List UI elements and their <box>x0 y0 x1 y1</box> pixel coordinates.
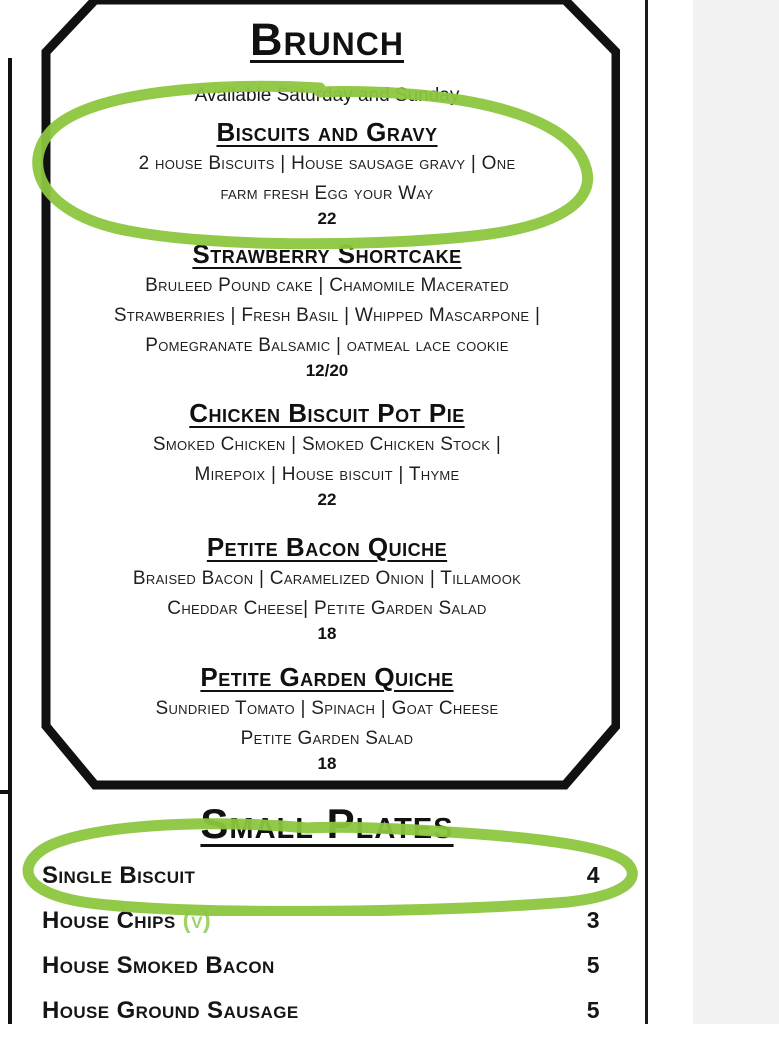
item-description-line: 2 house Biscuits | House sausage gravy | One <box>138 152 516 174</box>
list-item <box>42 997 622 1042</box>
list-item <box>42 907 622 952</box>
menu-sheet <box>12 0 642 1024</box>
menu-item-chicken-biscuit-pot-pie <box>12 399 642 510</box>
item-price: 22 <box>317 208 337 228</box>
small-plate-price: 4 <box>586 862 600 888</box>
item-description-line: Cheddar Cheese| Petite Garden Salad <box>167 597 487 619</box>
small-plate-label <box>42 907 211 935</box>
item-description-line: Sundried Tomato | Spinach | Goat Cheese <box>155 697 499 719</box>
small-plate-label-text: House Chips <box>42 907 176 934</box>
small-plates-list <box>42 862 622 1042</box>
section-title-small-plates: Small Plates <box>200 800 454 847</box>
availability-note: Available Saturday and Sunday <box>194 85 460 106</box>
left-border-tick <box>0 790 9 794</box>
item-description-line: Petite Garden Salad <box>240 727 414 749</box>
item-description-line: Bruleed Pound cake | Chamomile Macerated <box>145 274 509 296</box>
menu-item-petite-bacon-quiche <box>12 533 642 644</box>
item-name: Strawberry Shortcake <box>192 239 462 269</box>
item-price: 12/20 <box>305 360 349 380</box>
page-title: Brunch <box>249 14 405 65</box>
menu-item-strawberry-shortcake <box>12 240 642 381</box>
page-background-gutter <box>693 0 779 1024</box>
menu-item-petite-garden-quiche <box>12 663 642 774</box>
list-item <box>42 952 622 997</box>
item-description-line: Strawberries | Fresh Basil | Whipped Mascarpone | <box>113 304 541 326</box>
item-name: Petite Garden Quiche <box>200 662 454 692</box>
item-description-line: Smoked Chicken | Smoked Chicken Stock | <box>152 433 502 455</box>
item-name: Petite Bacon Quiche <box>206 532 448 562</box>
vegetarian-marker: (v) <box>182 907 212 934</box>
small-plate-price: 3 <box>586 907 600 933</box>
list-item <box>42 862 622 907</box>
small-plate-price: 5 <box>586 997 600 1023</box>
small-plate-label: House Smoked Bacon <box>42 952 275 979</box>
small-plate-label: House Ground Sausage <box>42 997 299 1024</box>
item-description-line: Braised Bacon | Caramelized Onion | Tillamook <box>132 567 522 589</box>
item-description-line: Mirepoix | House biscuit | Thyme <box>194 463 460 485</box>
item-description-line: Pomegranate Balsamic | oatmeal lace cookie <box>145 334 509 356</box>
item-name: Biscuits and Gravy <box>216 117 438 147</box>
item-price: 18 <box>317 623 337 643</box>
small-plate-label: Single Biscuit <box>42 862 196 889</box>
menu-item-biscuits-and-gravy <box>12 118 642 229</box>
item-price: 18 <box>317 753 337 773</box>
small-plate-price: 5 <box>586 952 600 978</box>
item-name: Chicken Biscuit Pot Pie <box>189 398 465 428</box>
page-edge-line <box>645 0 648 1024</box>
item-description-line: farm fresh Egg your Way <box>220 182 434 204</box>
item-price: 22 <box>317 489 337 509</box>
